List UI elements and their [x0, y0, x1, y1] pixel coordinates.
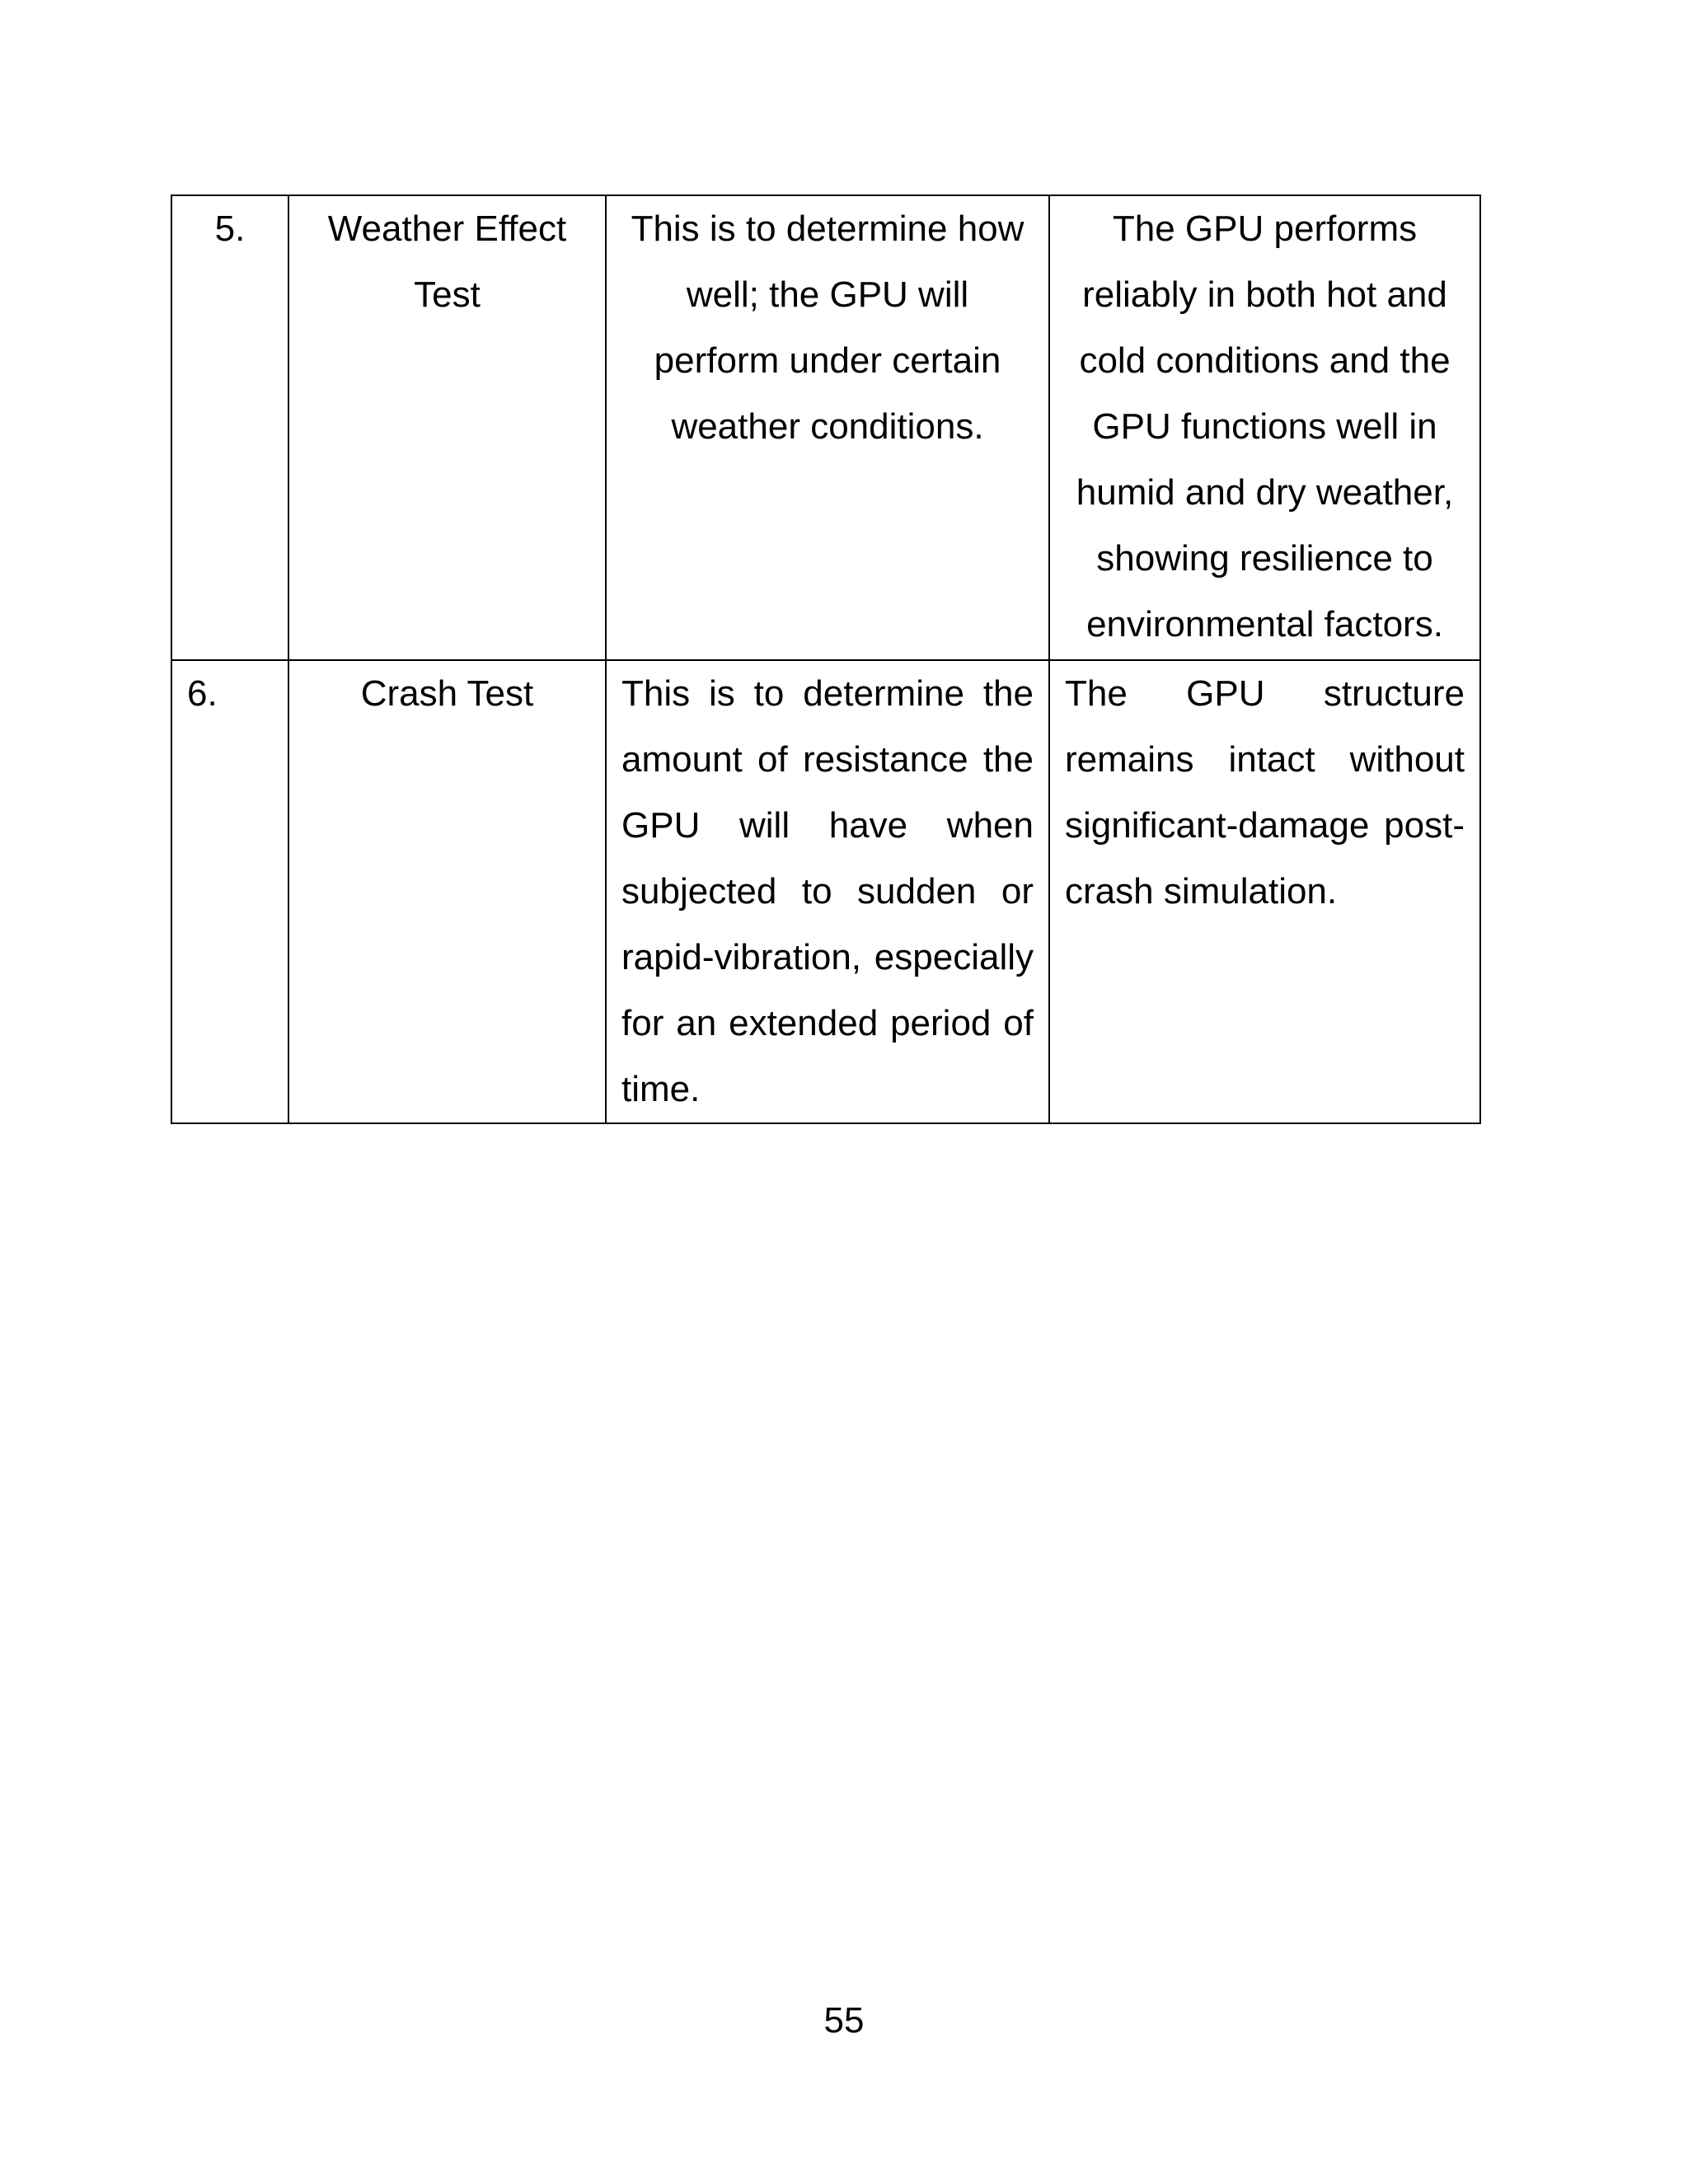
test-result-cell: The GPU structure remains intact without significant-damage post-crash simulation. [1049, 660, 1480, 1123]
table-row [171, 195, 1480, 660]
test-name-cell: Weather Effect Test [288, 195, 606, 660]
test-description-cell: This is to determine the amount of resistance the GPU will have when subjected to sudden or rapid-vibration, especially for an extended period of time. [606, 660, 1049, 1123]
test-number-cell: 6. [171, 660, 288, 1123]
table-row [171, 660, 1480, 1123]
test-number-cell: 5. [171, 195, 288, 660]
test-results-table [171, 194, 1481, 1124]
test-name-cell: Crash Test [288, 660, 606, 1123]
test-result-cell: The GPU performs reliably in both hot and cold conditions and the GPU functions well in humid and dry weather, showing resilience to environmental factors. [1049, 195, 1480, 660]
page-number: 55 [823, 2000, 865, 2041]
test-description-cell: This is to determine how well; the GPU will perform under certain weather conditions. [606, 195, 1049, 660]
